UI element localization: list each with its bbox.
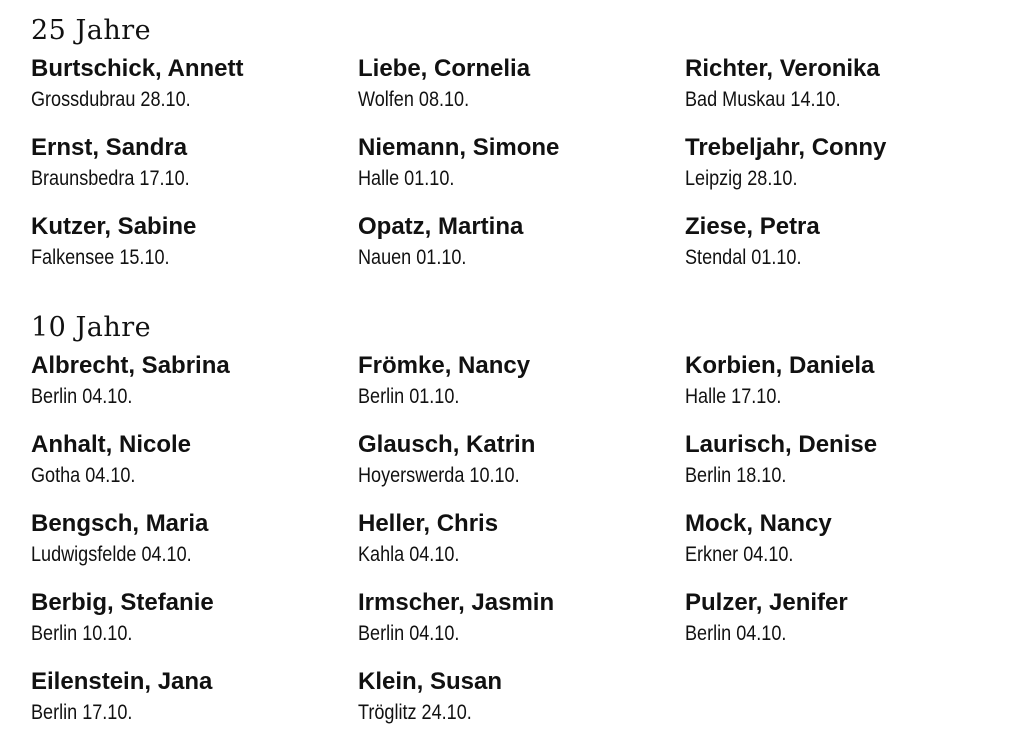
- section-heading: 25 Jahre: [31, 15, 152, 46]
- person-name: Trebeljahr, Conny: [685, 134, 887, 161]
- list-item: [685, 54, 985, 118]
- list-item: [358, 212, 685, 276]
- place-and-date: Wolfen 08.10.: [358, 88, 470, 111]
- place-and-date: Gotha 04.10.: [31, 464, 136, 487]
- list-item: [31, 54, 358, 118]
- list-item: [31, 667, 358, 731]
- person-name: Eilenstein, Jana: [31, 668, 213, 695]
- place-and-date: Berlin 01.10.: [358, 385, 460, 408]
- list-item: [358, 509, 685, 573]
- place-and-date: Braunsbedra 17.10.: [31, 167, 190, 190]
- person-name: Richter, Veronika: [685, 55, 880, 82]
- list-item: [31, 351, 358, 415]
- section-25-years: [31, 14, 1011, 276]
- person-name: Klein, Susan: [358, 668, 503, 695]
- list-item: [685, 588, 985, 652]
- entries-grid: [31, 54, 1011, 276]
- place-and-date: Halle 01.10.: [358, 167, 455, 190]
- place-and-date: Erkner 04.10.: [685, 543, 794, 566]
- list-item: [31, 212, 358, 276]
- person-name: Pulzer, Jenifer: [685, 589, 848, 616]
- list-item: [685, 509, 985, 573]
- person-name: Burtschick, Annett: [31, 55, 244, 82]
- person-name: Ernst, Sandra: [31, 134, 188, 161]
- person-name: Heller, Chris: [358, 510, 499, 537]
- list-item: [31, 588, 358, 652]
- place-and-date: Stendal 01.10.: [685, 246, 802, 269]
- place-and-date: Grossdubrau 28.10.: [31, 88, 191, 111]
- place-and-date: Berlin 04.10.: [685, 622, 787, 645]
- list-item: [358, 351, 685, 415]
- person-name: Ziese, Petra: [685, 213, 820, 240]
- list-item: [685, 212, 985, 276]
- person-name: Opatz, Martina: [358, 213, 524, 240]
- list-item: [31, 509, 358, 573]
- person-name: Korbien, Daniela: [685, 352, 875, 379]
- list-item: [31, 430, 358, 494]
- person-name: Bengsch, Maria: [31, 510, 209, 537]
- person-name: Albrecht, Sabrina: [31, 352, 230, 379]
- person-name: Irmscher, Jasmin: [358, 589, 555, 616]
- person-name: Mock, Nancy: [685, 510, 832, 537]
- place-and-date: Berlin 10.10.: [31, 622, 133, 645]
- person-name: Niemann, Simone: [358, 134, 560, 161]
- entries-grid: [31, 351, 1011, 731]
- place-and-date: Berlin 18.10.: [685, 464, 787, 487]
- section-heading: 10 Jahre: [31, 312, 152, 343]
- person-name: Anhalt, Nicole: [31, 431, 192, 458]
- place-and-date: Tröglitz 24.10.: [358, 701, 472, 724]
- list-item: [358, 54, 685, 118]
- list-item: [685, 133, 985, 197]
- place-and-date: Berlin 04.10.: [358, 622, 460, 645]
- person-name: Berbig, Stefanie: [31, 589, 214, 616]
- person-name: Frömke, Nancy: [358, 352, 531, 379]
- place-and-date: Leipzig 28.10.: [685, 167, 798, 190]
- list-item: [358, 133, 685, 197]
- place-and-date: Falkensee 15.10.: [31, 246, 170, 269]
- person-name: Kutzer, Sabine: [31, 213, 197, 240]
- place-and-date: Hoyerswerda 10.10.: [358, 464, 520, 487]
- person-name: Glausch, Katrin: [358, 431, 536, 458]
- place-and-date: Berlin 04.10.: [31, 385, 133, 408]
- person-name: Laurisch, Denise: [685, 431, 878, 458]
- list-item: [358, 667, 685, 731]
- place-and-date: Nauen 01.10.: [358, 246, 467, 269]
- section-10-years: [31, 311, 1011, 731]
- person-name: Liebe, Cornelia: [358, 55, 531, 82]
- list-item: [31, 133, 358, 197]
- place-and-date: Ludwigsfelde 04.10.: [31, 543, 192, 566]
- place-and-date: Berlin 17.10.: [31, 701, 133, 724]
- list-item: [685, 430, 985, 494]
- place-and-date: Halle 17.10.: [685, 385, 782, 408]
- place-and-date: Bad Muskau 14.10.: [685, 88, 841, 111]
- list-item: [358, 430, 685, 494]
- list-item: [358, 588, 685, 652]
- place-and-date: Kahla 04.10.: [358, 543, 460, 566]
- list-item: [685, 351, 985, 415]
